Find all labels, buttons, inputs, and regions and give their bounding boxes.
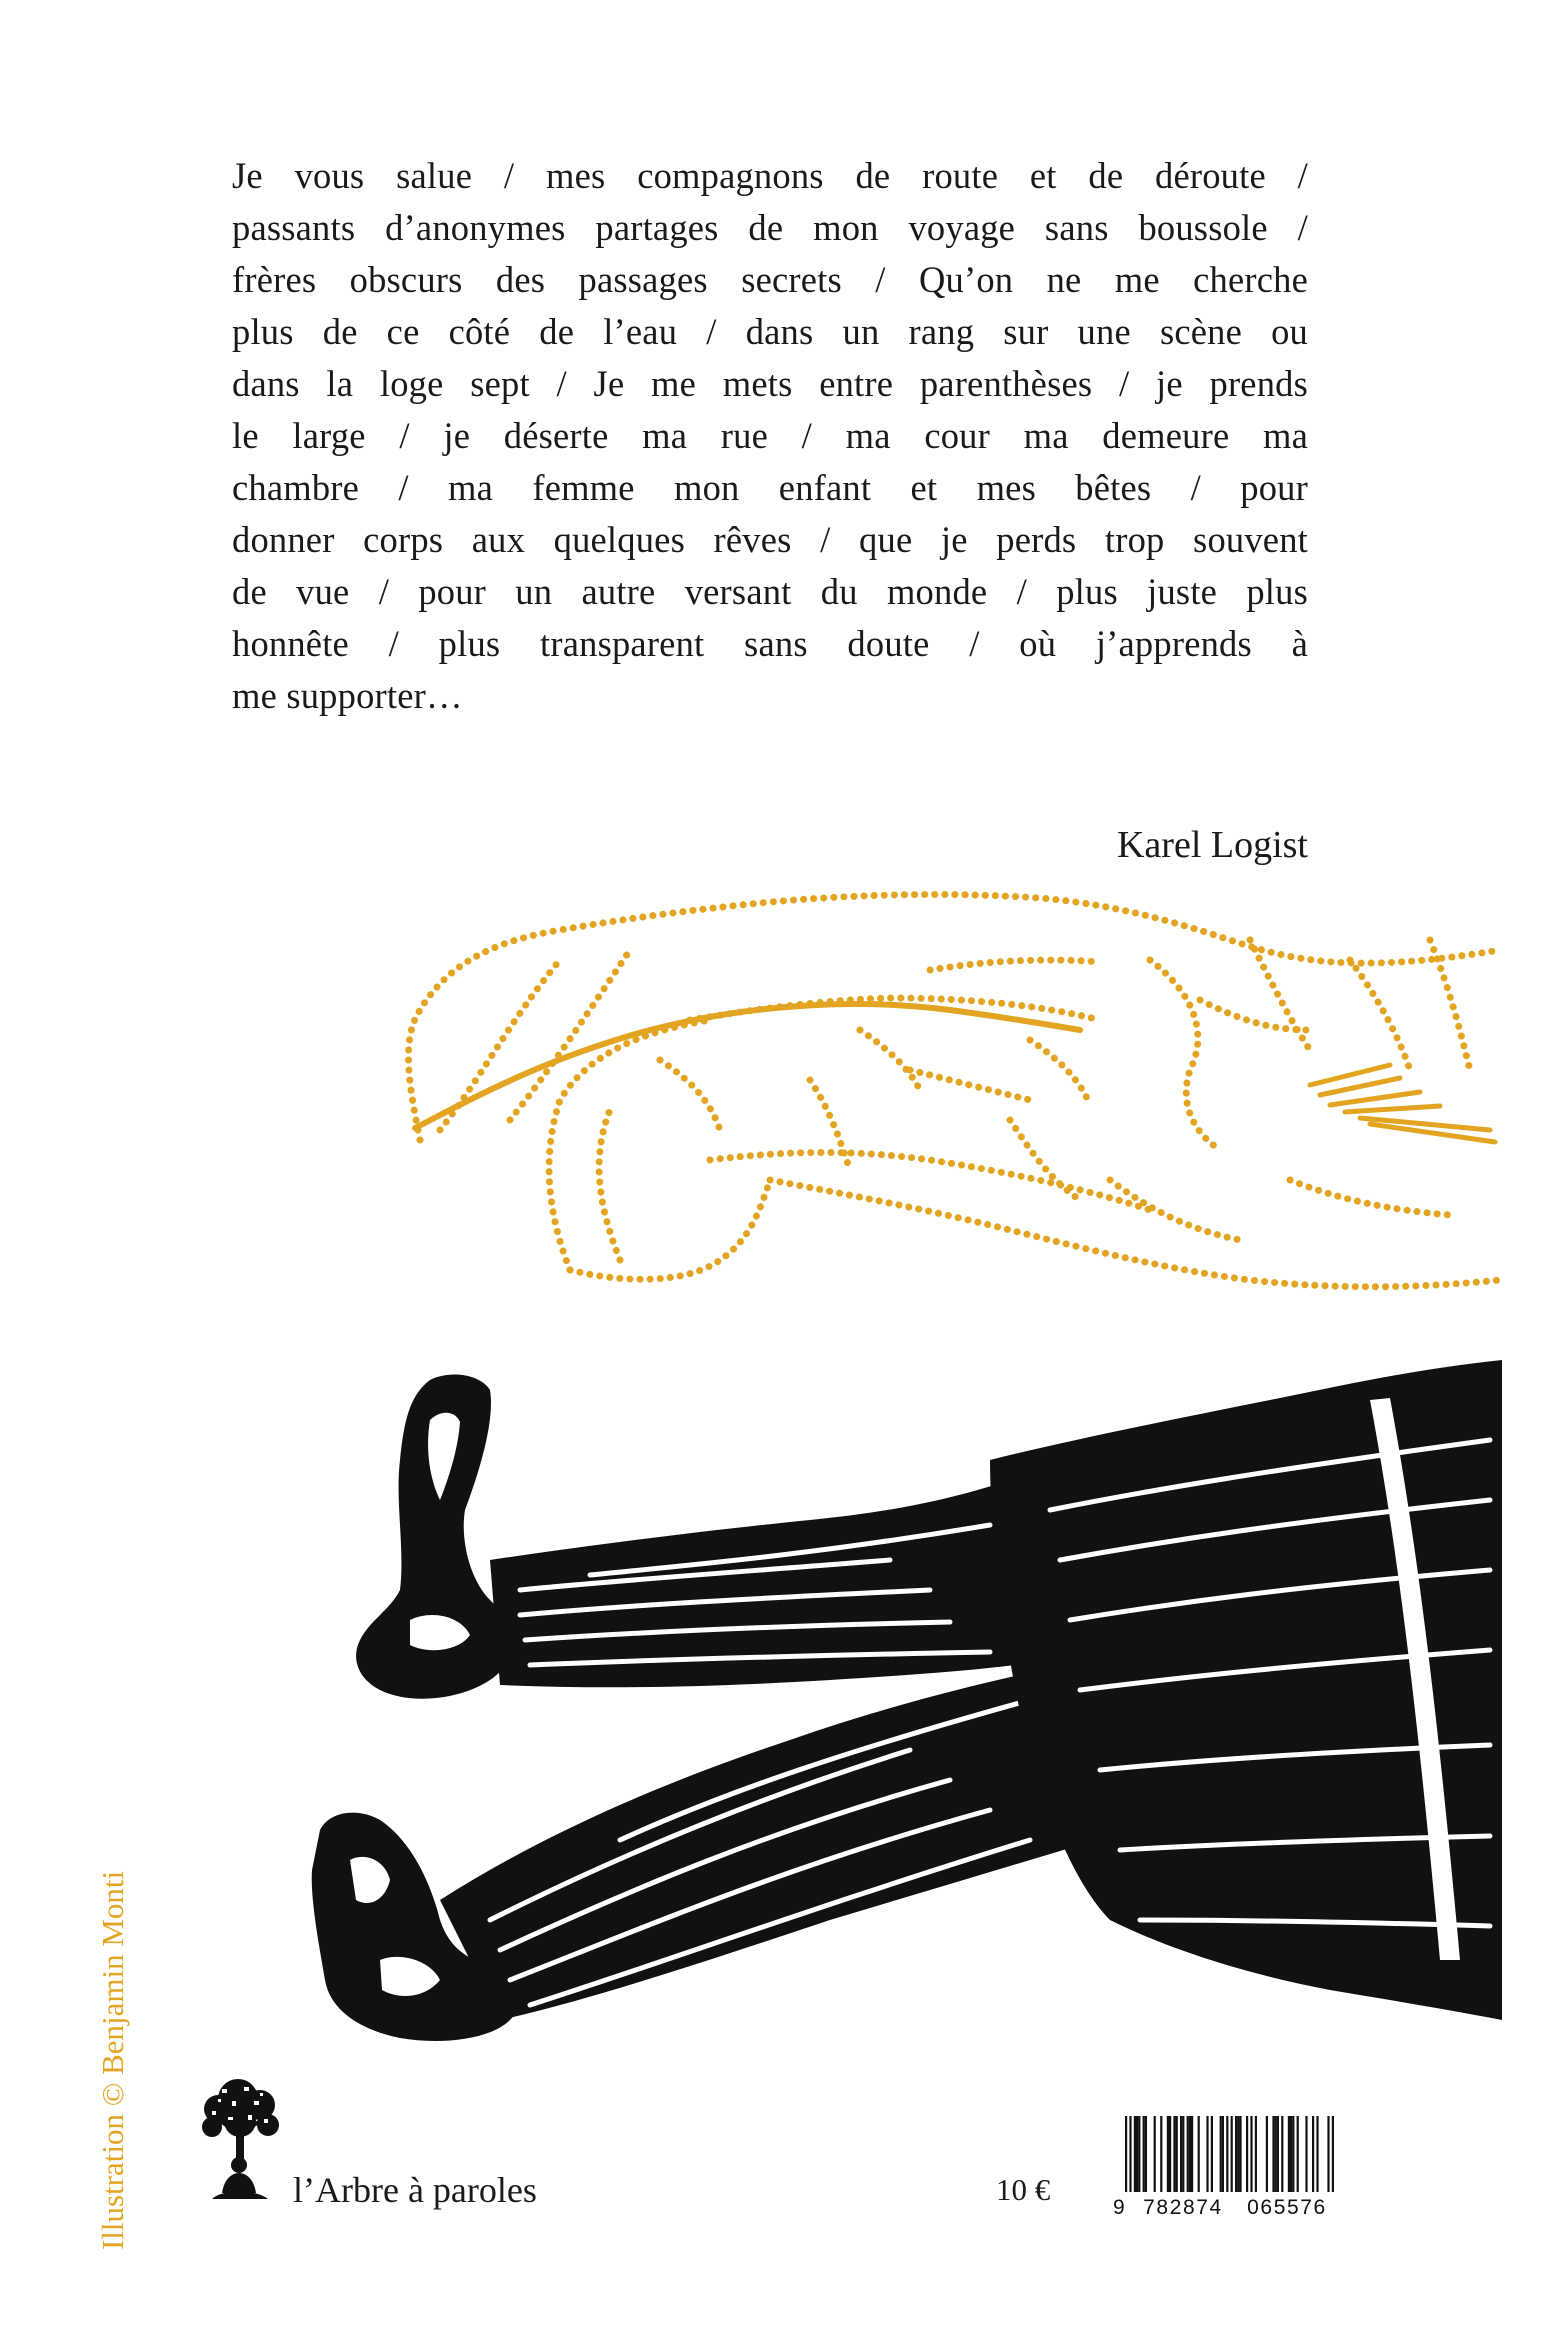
- poem-line: frères obscurs des passages secrets / Qu’on ne me cherche: [232, 259, 1308, 300]
- illustration-credit: Illustration © Benjamin Monti: [95, 1870, 130, 2250]
- barcode-bar: [1272, 2116, 1274, 2196]
- tree-reading-figure-icon: [192, 2075, 288, 2203]
- price-label: 10 €: [996, 2172, 1051, 2207]
- barcode-bar: [1290, 2116, 1292, 2196]
- barcode-bar: [1211, 2116, 1213, 2196]
- poem-line: de vue / pour un autre versant du monde / plus juste plus: [232, 571, 1308, 612]
- barcode-bar: [1297, 2116, 1299, 2196]
- barcode-bar: [1191, 2116, 1193, 2196]
- barcode-bar: [1143, 2116, 1145, 2196]
- poem-line: chambre / ma femme mon enfant et mes bêtes / pour: [232, 467, 1308, 508]
- barcode-bar: [1220, 2116, 1222, 2196]
- barcode-bar: [1237, 2116, 1239, 2196]
- barcode-bar: [1160, 2116, 1162, 2196]
- isbn-group-1: 782874: [1143, 2196, 1223, 2219]
- barcode-bar: [1173, 2116, 1175, 2196]
- barcode-bar: [1250, 2116, 1252, 2196]
- barcode-bar: [1246, 2116, 1248, 2196]
- barcode-bar: [1266, 2116, 1268, 2196]
- barcode-bar: [1167, 2116, 1169, 2196]
- isbn-digits: [1113, 2192, 1341, 2224]
- barcode-bar: [1176, 2116, 1178, 2196]
- barcode-bar: [1305, 2116, 1307, 2196]
- poem-line: plus de ce côté de l’eau / dans un rang sur une scène ou: [232, 311, 1308, 352]
- barcode-bar: [1235, 2116, 1237, 2196]
- barcode-bar: [1281, 2116, 1283, 2196]
- barcode-bar: [1239, 2116, 1241, 2196]
- barcode-bar: [1277, 2116, 1279, 2196]
- barcode-bar: [1169, 2116, 1171, 2196]
- barcode-bar: [1255, 2116, 1257, 2196]
- isbn-prefix: 9: [1113, 2196, 1127, 2219]
- barcode-bar: [1288, 2116, 1290, 2196]
- publisher-name: l’Arbre à paroles: [293, 2170, 537, 2210]
- barcode-bar: [1154, 2116, 1156, 2196]
- barcode-bar: [1136, 2116, 1138, 2196]
- barcode-bar: [1275, 2116, 1277, 2196]
- ean13-barcode-icon: [1113, 2116, 1341, 2228]
- barcode-bar: [1198, 2116, 1200, 2196]
- barcode-bar: [1187, 2116, 1189, 2196]
- barcode-bar: [1134, 2116, 1136, 2196]
- poem-line: le large / je déserte ma rue / ma cour ma demeure ma: [232, 415, 1308, 456]
- poem-line: honnête / plus transparent sans doute / où j’apprends à: [232, 623, 1308, 664]
- barcode-bar: [1189, 2116, 1191, 2196]
- barcode-bar: [1316, 2116, 1318, 2196]
- poem-line: me supporter…: [232, 675, 463, 716]
- author-name: Karel Logist: [1116, 824, 1308, 866]
- poem-line: passants d’anonymes partages de mon voyage sans boussole /: [232, 207, 1308, 248]
- black-engraved-legs-illustration: [290, 1360, 1502, 2050]
- barcode-bar: [1145, 2116, 1147, 2196]
- poem-line: Je vous salue / mes compagnons de route et de déroute /: [232, 155, 1308, 196]
- barcode-bar: [1138, 2116, 1140, 2196]
- barcode-bar: [1292, 2116, 1294, 2196]
- poem-line: dans la loge sept / Je me mets entre parenthèses / je prends: [232, 363, 1308, 404]
- barcode-bar: [1182, 2116, 1184, 2196]
- poem-text: [232, 150, 1308, 722]
- isbn-group-2: 065576: [1247, 2196, 1327, 2219]
- barcode-bar: [1312, 2116, 1314, 2196]
- barcode-bar: [1222, 2116, 1224, 2196]
- poem-line: donner corps aux quelques rêves / que je perds trop souvent: [232, 519, 1308, 560]
- barcode-bar: [1206, 2116, 1208, 2196]
- yellow-dotted-legs-illustration: [390, 880, 1502, 1320]
- barcode-bar: [1180, 2116, 1182, 2196]
